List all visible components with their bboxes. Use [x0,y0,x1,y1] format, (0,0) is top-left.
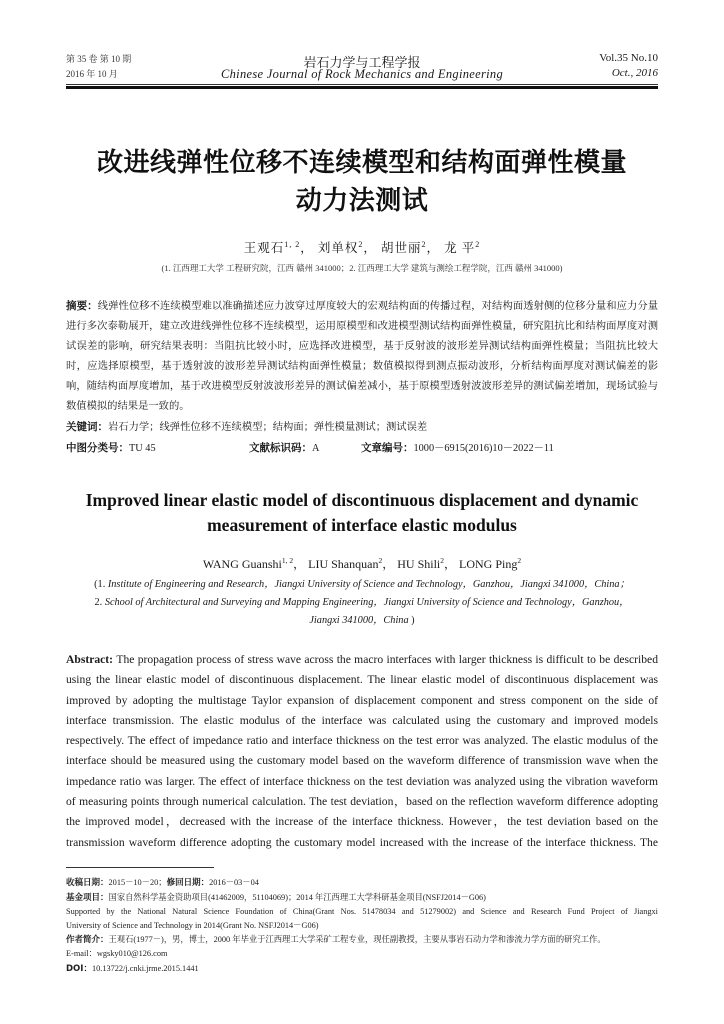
abstract-en-text: The propagation process of stress wave across the macro interfaces with larger thickness is difficult to be described using the linear elastic model of discontinuous displacement. The linear elastic model of discontinuous displacement was improved by adopting the multistage Taylor expansion of displacement component and stress component on the side of interface transmission. The elastic modulus of the interface was calculated using the customary and improved models respectively. The effect of impedance ratio and interface thickness on the test error was analyzed. The elastic modulus of the interface should be measured using the customary model based on the waveform difference of transmission wave when the impedance ratio was larger. The effect of interface thickness on the test deviation was analyzed using the vibration waveform of measuring points through numerical calculation. The test deviation，based on the reflection waveform difference adopting the improved model，decreased with the increase of the interface thickness. However，the test deviation based on the transmission waveform difference adopting the customary model increased with the increase of the interface thickness. The [66,653,658,849]
journal-name-cn: 岩石力学与工程学报 [303,55,421,70]
volume-issue-cn: 第 35 卷 第 10 期 [66,54,132,64]
abstract-en [66,650,658,853]
author-affiliation-mark: 2 [440,556,444,565]
abstract-en-label: Abstract: [66,653,114,666]
title-en-line-1: Improved linear elastic model of discontinuous displacement and dynamic [85,490,639,510]
article-number: 文章编号：1000－6915(2016)10－2022－11 [361,442,554,454]
footnote-rule [66,867,214,869]
affiliation-en-line-2: 2. School of Architectural and Surveying and Mapping Engineering，Jiangxi University of Science and Technology，Ganzhou， [94,597,630,608]
author-affiliation-mark: 2 [421,239,427,249]
author-name: WANG Guanshi [202,557,282,571]
author-affiliation-mark: 1, 2 [284,239,301,249]
volume-issue-en: Vol.35 No.10 [599,52,658,64]
footnote-doi: DOI：10.13722/j.cnki.jrme.2015.1441 [66,963,199,974]
date-cn: 2016 年 10 月 [66,69,118,79]
author-affiliation-mark: 1, 2 [281,556,294,565]
journal-name-en: Chinese Journal of Rock Mechanics and Engineering [221,67,503,81]
footnote-fund-cn: 基金项目：国家自然科学基金资助项目(41462009，51104069)；2014 年江西理工大学科研基金项目(NSFJ2014－G06) [66,892,486,903]
title-cn-line-2: 动力法测试 [295,186,429,216]
author-list-en: WANG Guanshi$^{1, 2}$， LIU Shanquan$^2$， HU Shili$^2$， LONG Ping$^2$ [202,556,522,571]
affiliation-en-line-3: Jiangxi 341000，China ) [309,615,415,626]
keywords-cn-label: 关键词： [66,421,108,433]
footnote-email: E-mail：wgsky010@126.com [66,949,168,959]
keywords-cn [66,417,658,438]
author-list-cn: 王观石$^{1, 2}$， 刘单权$^2$， 胡世丽$^2$， 龙 平$^2$ [243,239,481,255]
running-header [66,52,658,82]
author-affiliation-mark: 2 [378,556,383,565]
affiliation-cn: (1. 江西理工大学 工程研究院，江西 赣州 341000；2. 江西理工大学 建筑与测绘工程学院，江西 赣州 341000) [161,263,563,273]
keywords-cn-text: 岩石力学；线弹性位移不连续模型；结构面；弹性模量测试；测试误差 [108,422,428,433]
affiliation-en [66,576,658,630]
author-name: LONG Ping [459,557,518,571]
header-rule-thick [66,86,658,89]
paper-title-cn [66,144,658,220]
author-affiliation-mark: 2 [358,239,364,249]
author-affiliation-mark: 2 [517,556,522,565]
author-name: HU Shili [397,557,441,571]
document-code: 文献标识码：A [249,442,320,454]
author-name: 王观石 [243,241,285,255]
abstract-cn [66,296,658,417]
footnotes [66,876,658,975]
abstract-cn-label: 摘要： [66,300,98,312]
paper-title-en [66,488,658,538]
author-name: 刘单权 [317,241,359,255]
author-affiliation-mark: 2 [475,239,481,249]
author-name: 龙 平 [444,241,476,255]
header-rule-thin [66,84,658,85]
title-en-line-2: measurement of interface elastic modulus [207,515,517,535]
abstract-cn-text: 线弹性位移不连续模型难以准确描述应力波穿过厚度较大的宏观结构面的传播过程，对结构面透射侧的位移分量和应力分量进行多次泰勒展开，建立改进线弹性位移不连续模型，运用原模型和改进模型测试结构面弹性模量，研究阻抗比和结构面厚度对测试误差的影响，研究结果表明：当阻抗比较小时，应选择改进模型，基于反射波的波形差异测试结构面弹性模量；当阻抗比较大时，应选择原模型，基于透射波的波形差异测试结构面弹性模量；数值模拟得到测点振动波形，分析结构面厚度对测试偏差的影响，随结构面厚度增加，基于改进模型反射波波形差异的测试偏差减小，基于原模型透射波波形差异的测试偏差增加，现场试验与数值模拟的结果是一致的。 [66,301,659,412]
footnote-dates: 收稿日期：2015－10－20；修回日期：2016－03－04 [66,878,259,889]
footnote-fund-en-line-2: University of Science and Technology in 2014(Grant No. NSFJ2014－G06) [66,921,319,931]
footnote-author-bio: 作者简介：王观石(1977－)，男，博士，2000 年毕业于江西理工大学采矿工程专业，现任副教授，主要从事岩石动力学和渗流力学方面的研究工作。 [66,935,606,946]
title-cn-line-1: 改进线弹性位移不连续模型和结构面弹性模量 [96,148,627,178]
affiliation-en-line-1: (1. Institute of Engineering and Research，Jiangxi University of Science and Technology，Ganzhou，Jiangxi 341000，China； [94,579,630,590]
journal-page [66,52,658,976]
classification-row [66,438,658,458]
clc-number: 中图分类号：TU 45 [66,442,156,454]
author-name: LIU Shanquan [308,557,379,571]
author-name: 胡世丽 [381,241,422,255]
date-en: Oct., 2016 [611,67,658,79]
footnote-fund-en-line-1: Supported by the National Natural Science Foundation of China(Grant Nos. 51478034 and 51279002) and Science and Research Fund Project of Jiangxi [66,906,658,916]
